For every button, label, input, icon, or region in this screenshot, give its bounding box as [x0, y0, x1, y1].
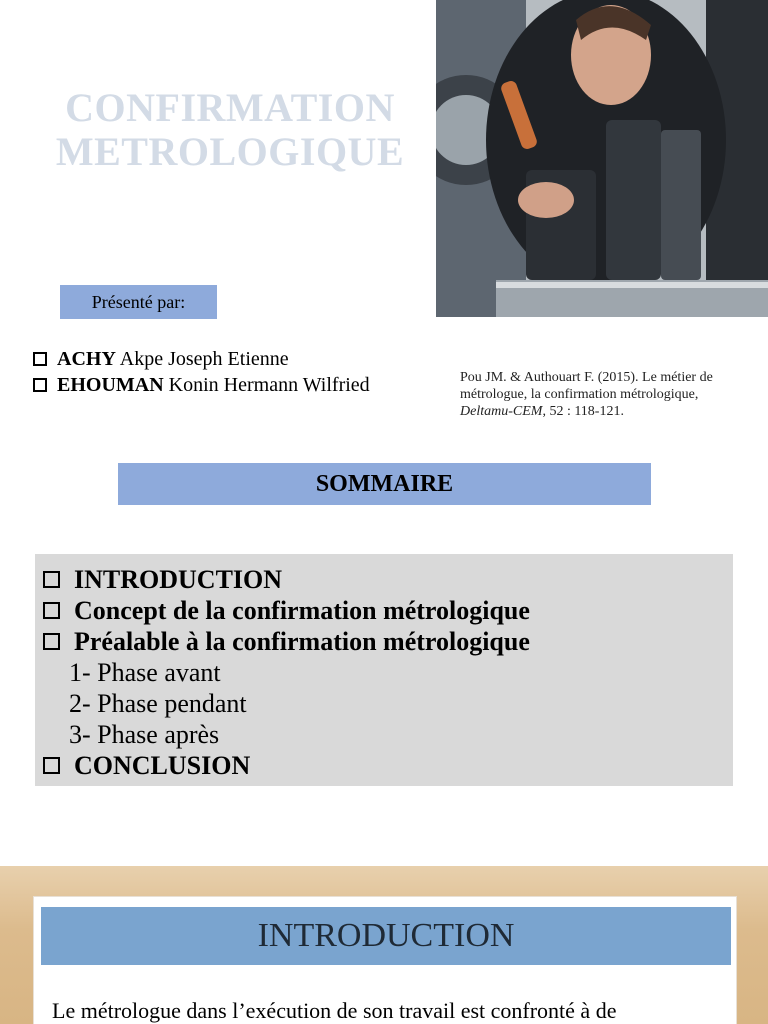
author-item	[33, 346, 370, 372]
slide-introduction	[0, 866, 768, 1024]
checkbox-bullet-icon	[43, 633, 60, 650]
reference-journal: Deltamu-CEM	[460, 404, 543, 419]
reference-line-2: métrologue, la confirmation métrologique,	[460, 387, 699, 402]
author-first-name: Akpe Joseph Etienne	[115, 348, 289, 370]
author-last-name: EHOUMAN	[57, 374, 164, 396]
metrology-photo	[436, 0, 768, 317]
checkbox-bullet-icon	[33, 378, 47, 392]
toc-item	[43, 564, 733, 595]
photo-illustration	[436, 0, 768, 317]
toc-subitem	[43, 688, 733, 719]
table-of-contents	[35, 554, 733, 786]
author-list	[33, 346, 370, 398]
checkbox-bullet-icon	[43, 602, 60, 619]
presentation-title	[30, 86, 430, 174]
checkbox-bullet-icon	[43, 571, 60, 588]
checkbox-bullet-icon	[43, 757, 60, 774]
title-line-2: METROLOGIQUE	[55, 129, 405, 174]
toc-subitem-label: 1- Phase avant	[69, 658, 221, 687]
toc-subitem-label: 3- Phase après	[69, 720, 220, 749]
toc-item-label: INTRODUCTION	[74, 565, 283, 594]
checkbox-bullet-icon	[33, 352, 47, 366]
toc-item	[43, 750, 733, 781]
presented-by-label: Présenté par:	[60, 285, 217, 319]
sommaire-heading: SOMMAIRE	[118, 463, 651, 505]
toc-item	[43, 595, 733, 626]
toc-subitem	[43, 657, 733, 688]
reference-line-1: Pou JM. & Authouart F. (2015). Le métier de	[460, 370, 713, 385]
reference-citation	[460, 369, 760, 420]
toc-subitem	[43, 719, 733, 750]
introduction-heading: INTRODUCTION	[41, 907, 731, 965]
introduction-text: Le métrologue dans l’exécution de son travail est confronté à de	[52, 998, 617, 1023]
reference-line-3	[460, 403, 760, 420]
title-line-1: CONFIRMATION	[65, 85, 395, 130]
toc-item	[43, 626, 733, 657]
slide-card	[33, 896, 737, 1024]
toc-item-label: Concept de la confirmation métrologique	[74, 596, 530, 625]
author-item	[33, 372, 370, 398]
toc-subitem-label: 2- Phase pendant	[69, 689, 247, 718]
author-first-name: Konin Hermann Wilfried	[163, 374, 370, 396]
toc-item-label: CONCLUSION	[74, 751, 251, 780]
author-last-name: ACHY	[57, 348, 116, 370]
reference-pages: , 52 : 118-121.	[542, 404, 624, 419]
toc-item-label: Préalable à la confirmation métrologique	[74, 627, 530, 656]
